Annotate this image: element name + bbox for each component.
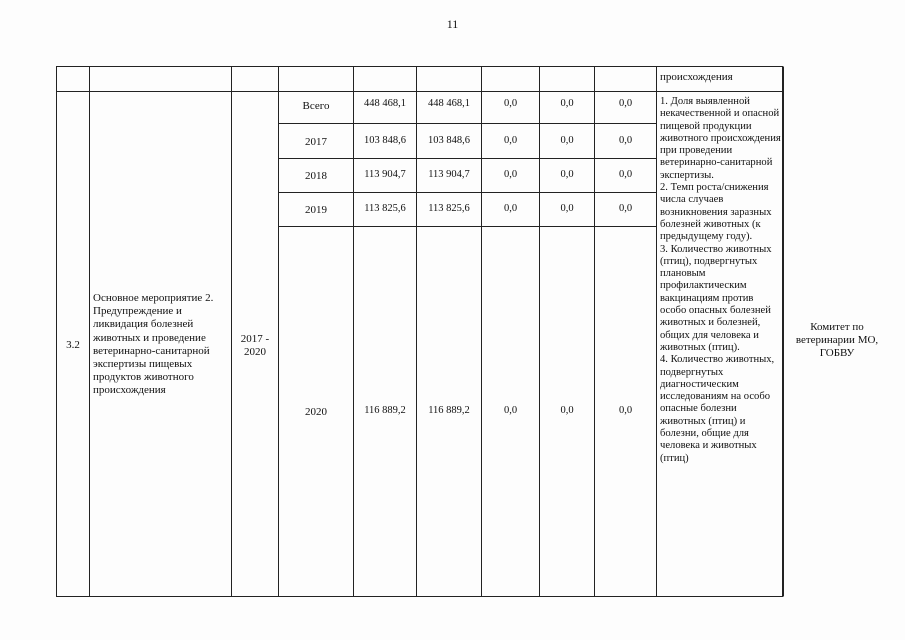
finance-value-cell: 116 889,2	[364, 405, 406, 416]
finance-value-cell: 113 904,7	[364, 169, 406, 180]
row-number-cell: 3.2	[66, 339, 80, 351]
finance-value-cell: 0,0	[503, 405, 518, 416]
finance-value-cell: 0,0	[560, 98, 574, 109]
finance-value-cell: 0,0	[618, 169, 633, 180]
activity-name-cell: Основное мероприятие 2. Предупреждение и ликвидация болезней животных и проведение ветеринарно-санитарной экспертизы пищевых продуктов животного происхождения	[93, 292, 214, 397]
finance-year-cell: 2019	[305, 204, 327, 216]
finance-value-cell: 0,0	[560, 135, 574, 146]
finance-value-cell: 103 848,6	[364, 135, 406, 146]
finance-value-cell: 0,0	[618, 98, 633, 109]
finance-value-cell: 448 468,1	[428, 98, 470, 109]
finance-value-cell: 0,0	[503, 169, 518, 180]
responsible-cell: Комитет по ветеринарии МО, ГОБВУ	[795, 321, 879, 360]
period-cell: 2017 - 2020	[240, 333, 270, 359]
finance-value-cell: 0,0	[560, 405, 574, 416]
finance-value-cell: 0,0	[560, 169, 574, 180]
finance-value-cell: 0,0	[618, 405, 633, 416]
finance-value-cell: 113 904,7	[428, 169, 470, 180]
finance-year-cell: Всего	[302, 100, 330, 112]
finance-value-cell: 0,0	[560, 203, 574, 214]
finance-year-cell: 2018	[305, 170, 327, 182]
finance-value-cell: 0,0	[618, 135, 633, 146]
finance-value-cell: 0,0	[503, 203, 518, 214]
finance-year-cell: 2020	[305, 406, 327, 418]
finance-value-cell: 448 468,1	[364, 98, 406, 109]
finance-year-cell: 2017	[305, 136, 327, 148]
finance-value-cell: 0,0	[618, 203, 633, 214]
finance-value-cell: 113 825,6	[428, 203, 470, 214]
finance-value-cell: 0,0	[503, 135, 518, 146]
finance-value-cell: 116 889,2	[428, 405, 470, 416]
indicator-tail-cell: происхождения	[660, 71, 733, 83]
finance-value-cell: 113 825,6	[364, 203, 406, 214]
indicators-cell: 1. Доля выявленной некачественной и опасной пищевой продукции животного происхождения при проведении ветеринарно-санитарной экспертизы. 2. Темп роста/снижения числа случаев возникновения заразных болезней животных (к предыдущему году). 3. Количество животных (птиц), подвергнутых плановым профилактическим вакцинациям против особо опасных болезней животных и болезней, общих для человека и животных (птиц). 4. Количество животных, подвергнутых диагностическим исследованиям на особо опасные болезни животных (птиц) и болезни, общие для человека и животных (птиц)	[660, 96, 781, 464]
finance-value-cell: 103 848,6	[428, 135, 470, 146]
page-number: 11	[446, 17, 459, 31]
finance-value-cell: 0,0	[503, 98, 518, 109]
